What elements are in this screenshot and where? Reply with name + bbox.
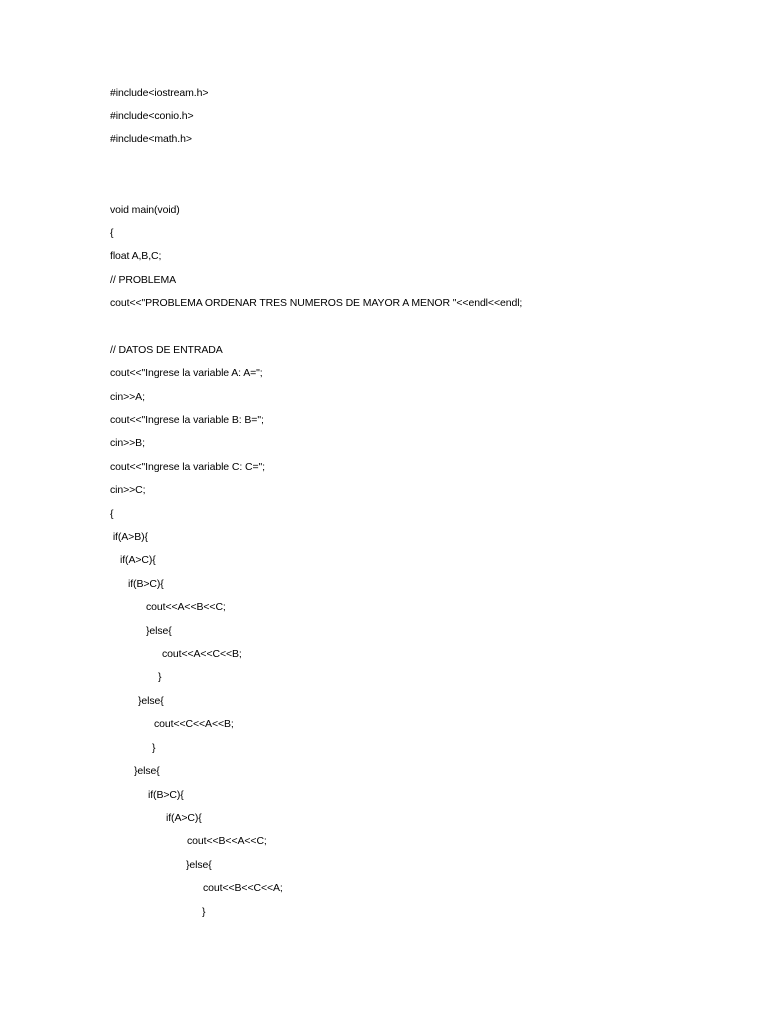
code-line-cout-b: cout<<"Ingrese la variable B: B="; [110, 414, 264, 426]
code-line-if-a-gt-b: if(A>B){ [110, 531, 148, 543]
code-line-cout-bac: cout<<B<<A<<C; [187, 835, 267, 847]
code-line-include-math: #include<math.h> [110, 133, 192, 145]
code-line-include-iostream: #include<iostream.h> [110, 87, 209, 99]
code-line-cout-acb: cout<<A<<C<<B; [162, 648, 242, 660]
code-line-cout-abc: cout<<A<<B<<C; [146, 601, 226, 613]
code-line-cin-b: cin>>B; [110, 437, 145, 449]
code-line-close-1: } [158, 671, 162, 683]
code-line-if-a-gt-c-2: if(A>C){ [166, 812, 202, 824]
code-line-else-4: }else{ [186, 859, 212, 871]
code-line-close-3: } [202, 906, 206, 918]
code-line-if-b-gt-c: if(B>C){ [128, 578, 164, 590]
code-line-cout-c: cout<<"Ingrese la variable C: C="; [110, 461, 265, 473]
code-line-cout-bca: cout<<B<<C<<A; [203, 882, 283, 894]
code-line-cout-a: cout<<"Ingrese la variable A: A="; [110, 367, 263, 379]
code-line-comment-datos: // DATOS DE ENTRADA [110, 344, 223, 356]
code-line-else-2: }else{ [138, 695, 164, 707]
code-line-include-conio: #include<conio.h> [110, 110, 194, 122]
code-line-cout-title: cout<<"PROBLEMA ORDENAR TRES NUMEROS DE MAYOR A MENOR "<<endl<<endl; [110, 297, 523, 309]
code-line-comment-problema: // PROBLEMA [110, 274, 177, 286]
code-line-else-3: }else{ [134, 765, 160, 777]
code-line-cin-c: cin>>C; [110, 484, 146, 496]
code-line-cout-cab: cout<<C<<A<<B; [154, 718, 234, 730]
code-line-block-open: { [110, 508, 114, 520]
code-line-if-b-gt-c-2: if(B>C){ [148, 789, 184, 801]
code-line-cin-a: cin>>A; [110, 391, 145, 403]
code-line-close-2: } [152, 742, 156, 754]
code-line-float-decl: float A,B,C; [110, 250, 162, 262]
code-line-else-1: }else{ [146, 625, 172, 637]
code-line-open-brace: { [110, 227, 114, 239]
code-line-main-signature: void main(void) [110, 204, 180, 216]
code-line-if-a-gt-c: if(A>C){ [120, 554, 156, 566]
